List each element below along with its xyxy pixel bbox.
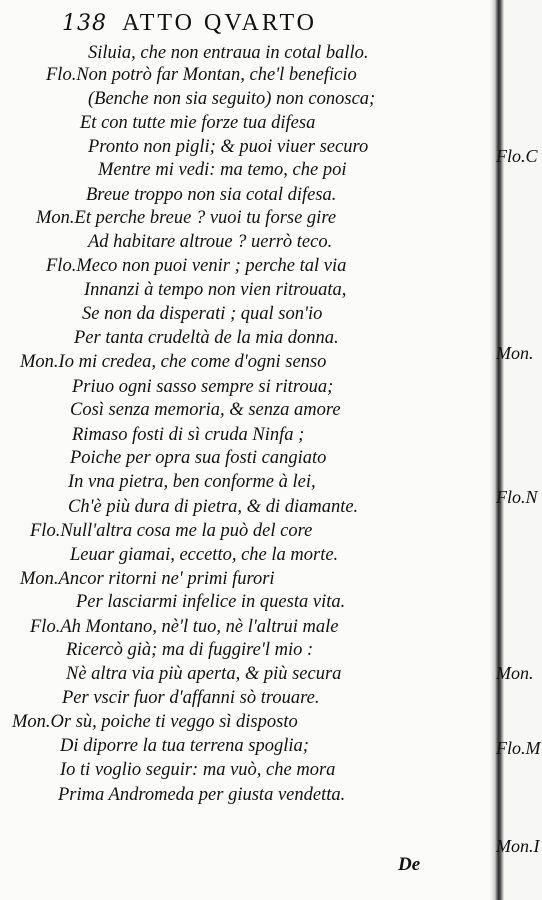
verse-line-text: In vna pietra, ben conforme à lei, — [68, 472, 316, 492]
verse-line-text: Non potrò far Montan, che'l beneficio — [76, 65, 357, 85]
verse-line — [60, 737, 309, 756]
verse-line — [12, 713, 298, 732]
verse-line-text: Ricercò già; ma di fuggire'l mio : — [66, 640, 314, 660]
verse-line-text: Io ti voglio seguir: ma vuò, che mora — [60, 760, 336, 780]
verse-line — [70, 546, 338, 565]
facing-page-fragment: Flo.C — [496, 146, 538, 166]
facing-page-fragment: Flo.N — [496, 487, 538, 507]
verse-line — [86, 186, 336, 205]
verse-line-text: Se non da disperati ; qual son'io — [82, 304, 323, 324]
verse-line — [66, 665, 341, 684]
speaker-label: Flo. — [46, 65, 77, 85]
verse-line-text: Nè altra via più aperta, & più secura — [66, 664, 342, 684]
verse-line — [20, 570, 275, 589]
verse-line-text: Priuo ogni sasso sempre si ritroua; — [72, 377, 334, 397]
catchword: De — [398, 854, 421, 875]
verse-line — [72, 426, 304, 445]
speaker-label: Mon. — [36, 208, 75, 228]
verse-line-text: Meco non puoi venir ; perche tal via — [76, 256, 347, 276]
verse-line — [20, 353, 326, 372]
verse-line — [62, 689, 319, 708]
verse-line — [80, 114, 315, 133]
verse-line — [84, 281, 346, 300]
verse-line-text: Così senza memoria, & senza amore — [70, 400, 341, 420]
verse-line-text: Ah Montano, nè'l tuo, nè l'altrui male — [60, 617, 339, 637]
verse-line-text: Or sù, poiche ti veggo sì disposto — [50, 712, 298, 732]
verse-line-text: Ancor ritorni ne' primi furori — [58, 569, 275, 589]
verse-line-text: Per lasciarmi infelice in questa vita. — [76, 592, 346, 612]
verse-line-text: Et perche breue ? vuoi tu forse gire — [74, 208, 337, 228]
page-number: 138 — [62, 11, 107, 36]
verse-line-text: Per vscir fuor d'affanni sò trouare. — [62, 688, 320, 708]
verse-line — [88, 138, 368, 157]
verse-line-text: Innanzi à tempo non vien ritrouata, — [84, 280, 347, 300]
verse-line — [46, 66, 357, 85]
verse-line — [82, 305, 322, 324]
speaker-label: Flo. — [30, 617, 61, 637]
verse-line-text: Prima Andromeda per giusta vendetta. — [58, 785, 346, 805]
verse-line-text: Di diporre la tua terrena spoglia; — [60, 736, 309, 756]
verse-line-text: Ch'è più dura di pietra, & di diamante. — [68, 497, 359, 517]
verse-line-text: Poiche per opra sua fosti cangiato — [70, 448, 327, 468]
verse-line-text: Ad habitare altroue ? uerrò teco. — [88, 232, 333, 252]
verse-line-text: Pronto non pigli; & puoi viuer securo — [88, 137, 369, 157]
verse-line-text: Leuar giamai, eccetto, che la morte. — [70, 545, 339, 565]
verse-line — [60, 761, 335, 780]
verse-line-text: Siluia, che non entraua in cotal ballo. — [88, 43, 369, 63]
facing-page-fragment: Flo.M — [496, 738, 541, 758]
book-gutter — [490, 0, 504, 900]
verse-line-text: Mentre mi vedi: ma temo, che poi — [98, 160, 347, 180]
verse-line — [72, 378, 333, 397]
speaker-label: Mon. — [20, 352, 59, 372]
verse-line — [46, 257, 346, 276]
running-head: ATTO QVARTO — [122, 10, 318, 36]
page-header — [62, 10, 317, 37]
verse-line — [66, 641, 313, 660]
verse-line — [70, 449, 326, 468]
verse-line — [30, 522, 312, 541]
verse-line-text: (Benche non sia seguito) non conosca; — [88, 89, 376, 109]
verse-line — [98, 161, 346, 180]
verse-line-text: Per tanta crudeltà de la mia donna. — [74, 328, 339, 348]
speaker-label: Flo. — [46, 256, 77, 276]
verse-line — [58, 786, 345, 805]
verse-line — [88, 233, 332, 252]
verse-line — [74, 329, 339, 348]
facing-page-fragment: Mon.I — [496, 836, 540, 856]
verse-line — [68, 473, 316, 492]
verse-line — [36, 209, 336, 228]
verse-line-text: Breue troppo non sia cotal difesa. — [86, 185, 337, 205]
verse-line — [70, 401, 341, 420]
speaker-label: Mon. — [20, 569, 59, 589]
facing-page — [496, 0, 542, 900]
verse-line-text: Et con tutte mie forze tua difesa — [80, 113, 316, 133]
verse-line-text: Rimaso fosti di sì cruda Ninfa ; — [72, 425, 305, 445]
verse-line — [30, 618, 339, 637]
speaker-label: Flo. — [30, 521, 61, 541]
verse-line-text: Null'altra cosa me la può del core — [60, 521, 313, 541]
verse-line — [88, 90, 375, 109]
verse-line — [68, 498, 358, 517]
verse-line-text: Io mi credea, che come d'ogni senso — [58, 352, 327, 372]
speaker-label: Mon. — [12, 712, 51, 732]
verse-line — [88, 44, 369, 63]
facing-page-fragment: Mon. — [496, 663, 534, 683]
verse-line — [76, 593, 345, 612]
facing-page-fragment: Mon. — [496, 343, 534, 363]
